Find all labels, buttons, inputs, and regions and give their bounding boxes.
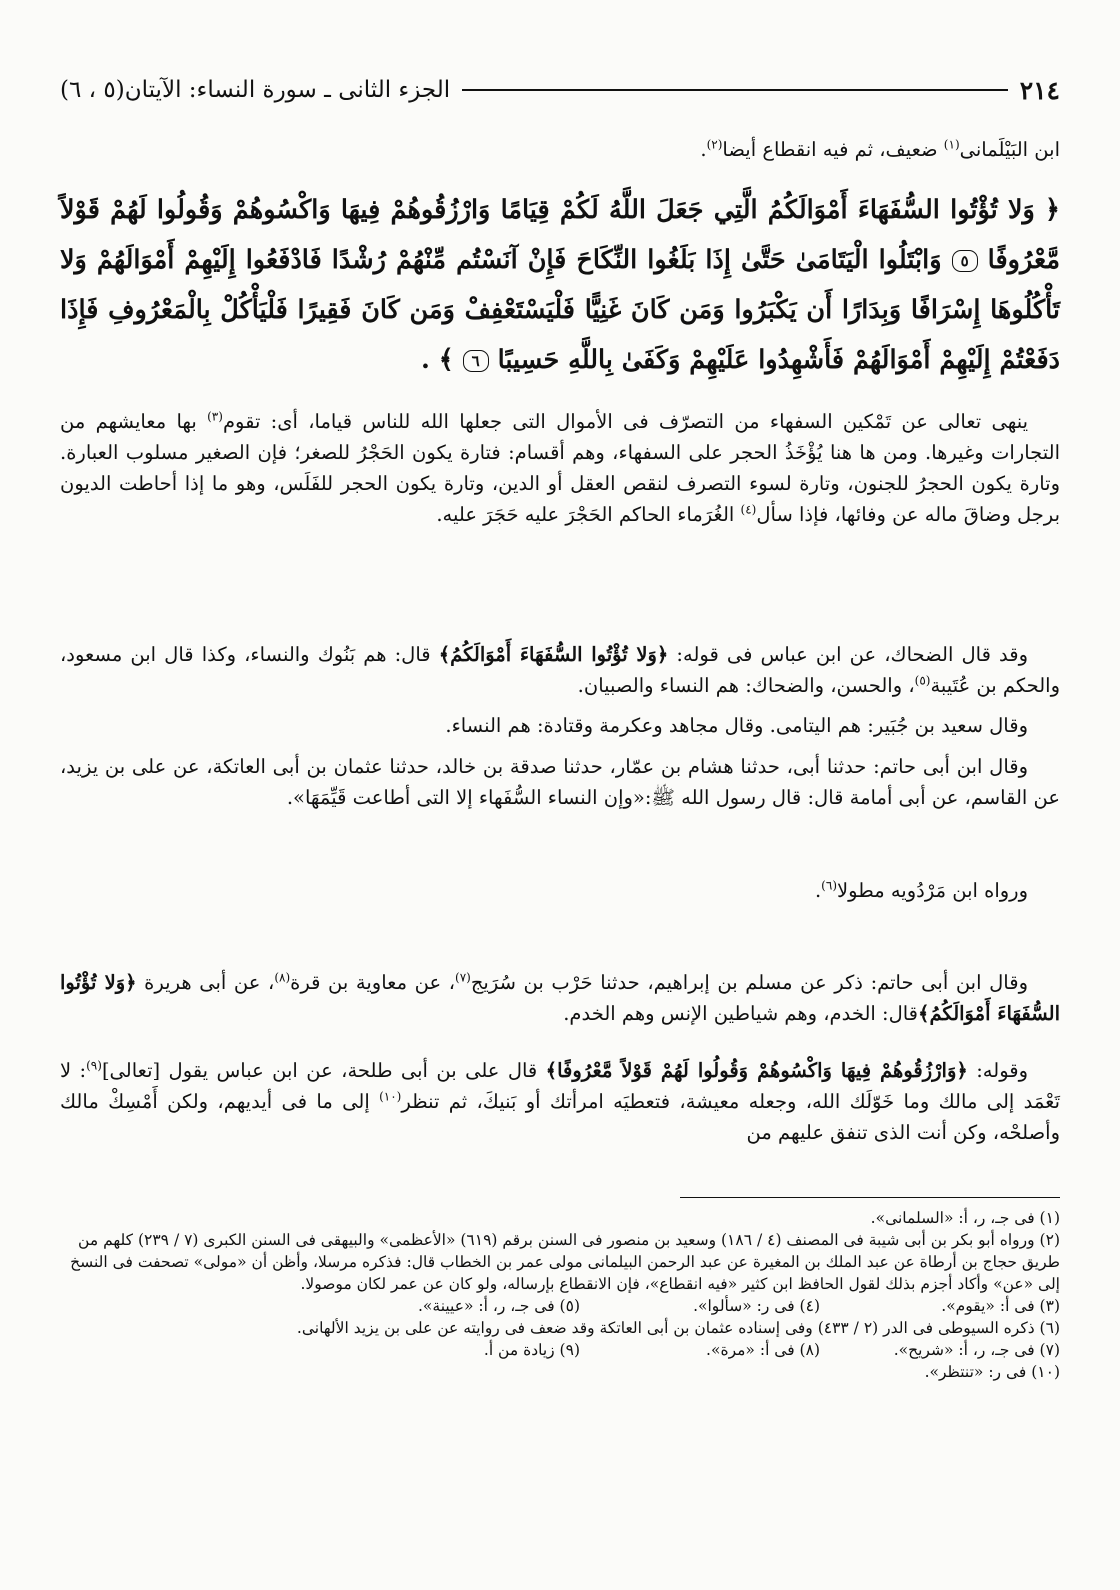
para-text: إلى ما فى أيديهم، ولكن أَمْسِكْ مالك وأصلحْه، وكن أنت الذى تنفق عليهم من <box>60 1090 1060 1144</box>
paragraph-2 <box>60 639 1060 701</box>
para-text: وقد قال الضحاك، عن ابن عباس فى قوله: <box>668 643 1029 666</box>
paragraph-6 <box>60 967 1060 1029</box>
footnote-6: (٦) ذكره السيوطى فى الدر (٢ / ٤٣٣) وفى إسناده عثمان بن أبى العاتكة وقد ضعف فى روايته عن على بن يزيد الألهانى. <box>296 1319 1060 1337</box>
footnote-ref[interactable]: (٧) <box>455 970 471 985</box>
running-title: الجزء الثانى ـ سورة النساء: الآيتان(٥ ، ٦) <box>60 77 451 103</box>
footnote-ref[interactable]: (٢) <box>706 137 723 152</box>
footnote-8: (٨) فى أ: «مرة». <box>706 1341 820 1359</box>
paragraph-7 <box>60 1055 1060 1148</box>
intro-text: ضعيف، ثم فيه انقطاع أيضا <box>722 138 944 161</box>
quran-quote: ﴿وَلا تُؤْتُوا السُّفَهَاءَ أَمْوَالَكُمُ﴾ <box>438 643 669 666</box>
para-text: قال: هم بَنُوك والنساء، وكذا قال ابن مسعود، والحكم بن عُتَيبة <box>60 643 1060 697</box>
intro-text: ابن البَيْلَمانى <box>959 138 1060 161</box>
para-text: الغُرَماء الحاكم الحَجْرَ عليه حَجَرَ عليه. <box>436 503 741 526</box>
footnote-7: (٧) فى جـ، ر، أ: «شريح». <box>893 1341 1060 1359</box>
page-header <box>60 72 1060 108</box>
footnote-ref[interactable]: (٥) <box>914 673 931 688</box>
verse-text: ﴾ . <box>421 345 454 375</box>
para-text: وقوله: <box>967 1059 1029 1082</box>
para-text: : لا تَعْمَد إلى مالك وما خَوّلَك الله، وجعله معيشة، فتعطيَه امرأتك أو بَنيكَ، ثم تنظر <box>60 1059 1061 1113</box>
footnote-row <box>60 1295 1060 1317</box>
footnote-3: (٣) فى أ: «يقوم». <box>941 1297 1060 1315</box>
paragraph-3 <box>60 710 1060 741</box>
para-text: ينهى تعالى عن تَمْكين السفهاء من التصرّف فى الأموال التى جعلها الله للناس قياما، أى: تقوم <box>222 410 1029 433</box>
para-text: قال على بن أبى طلحة، عن ابن عباس يقول [تعالى] <box>101 1059 546 1082</box>
para-text: ، عن أبى هريرة <box>136 971 275 994</box>
paragraph-1 <box>60 406 1060 530</box>
paragraph-4 <box>60 751 1060 813</box>
para-text: وقال سعيد بن جُبَير: هم اليتامى. وقال مجاهد وعكرمة وقتادة: هم النساء. <box>445 714 1028 737</box>
footnote-2: (٢) ورواه أبو بكر بن أبى شيبة فى المصنف (٤ / ١٨٦) وسعيد بن منصور فى السنن برقم (٦١٩) «الأعظمى» والبيهقى فى السنن الكبرى (٧ / ٢٣٩) كلهم من طريق حجاج بن أرطاة عن عبد الملك بن المغيرة عن عبد الرحمن البيلمانى مولى عمر بن الخطاب قال: فذكره مرسلا، وأظن أن «مولى» تصحفت فى النسخ إلى «عن» وأكاد أجزم بذلك لقول الحافظ ابن كثير «فيه انقطاع»، فإن الانقطاع بإرساله، ولو كان عن عمر لكان موصولا. <box>70 1231 1060 1293</box>
footnote-row <box>60 1339 1060 1361</box>
footnote-ref[interactable]: (٦) <box>821 878 837 893</box>
footnote-ref[interactable]: (٣) <box>207 409 223 424</box>
footnote-1: (١) فى جـ، ر، أ: «السلمانى». <box>870 1209 1060 1227</box>
footnote-ref[interactable]: (٩) <box>86 1058 102 1073</box>
para-text: وقال ابن أبى حاتم: حدثنا أبى، حدثنا هشام بن عمّار، حدثنا صدقة بن خالد، حدثنا عثمان بن أبى العاتكة، عن على بن يزيد، عن القاسم، عن أبى أمامة قال: قال رسول الله ﷺ:«وإن النساء السُّفَهاء إلا التى أطاعت قَيِّمَهَا». <box>60 755 1060 809</box>
para-text: ورواه ابن مَرْدُويه مطولا <box>837 879 1028 902</box>
footnote-ref[interactable]: (٨) <box>274 970 291 985</box>
para-text: بها معايشهم من التجارات وغيرها. ومن ها هنا يُؤْخَذُ الحجر على السفهاء، وهم أقسام: فتارة يكون الحَجْرُ للصغر؛ فإن الصغير مسلوب العبارة. وتارة يكون الحجرُ للجنون، وتارة لسوء التصرف لنقص العقل أو الدين، وتارة يكون الحجر للفَلَس، وهو ما إذا أحاطت الديون برجل وضاقَ ماله عن وفائها، فإذا سأل <box>60 410 1060 526</box>
footnote-ref[interactable]: (١٠) <box>379 1089 402 1104</box>
footnote-ref[interactable]: (٤) <box>740 502 757 517</box>
footnote-4: (٤) فى ر: «سألوا». <box>693 1297 820 1315</box>
intro-text: . <box>700 138 707 161</box>
footnote-10: (١٠) فى ر: «تنتظر». <box>924 1363 1060 1381</box>
verse-number-marker: ٦ <box>463 350 489 372</box>
verse-text: ﴿ وَلا تُؤْتُوا السُّفَهَاءَ أَمْوَالَكُمُ الَّتِي جَعَلَ اللَّهُ لَكُمْ قِيَامًا وَارْزُقُوهُمْ فِيهَا وَاكْسُوهُمْ وَقُولُوا لَهُمْ قَوْلاً مَّعْرُوفًا <box>60 195 1060 275</box>
footnote-ref[interactable]: (١) <box>943 137 960 152</box>
footnote-9: (٩) زيادة من أ. <box>483 1341 580 1359</box>
para-text: ، والحسن، والضحاك: هم النساء والصبيان. <box>577 674 915 697</box>
verse-number-marker: ٥ <box>952 250 978 272</box>
footnote-separator <box>680 1197 1060 1198</box>
quran-quote: ﴿وَارْزُقُوهُمْ فِيهَا وَاكْسُوهُمْ وَقُولُوا لَهُمْ قَوْلاً مَّعْرُوفًا﴾ <box>545 1059 968 1082</box>
para-text: ، عن معاوية بن قرة <box>290 971 455 994</box>
verse-text: وَابْتَلُوا الْيَتَامَىٰ حَتَّىٰ إِذَا بَلَغُوا النِّكَاحَ فَإِنْ آنَسْتُم مِّنْهُمْ رُشْدًا فَادْفَعُوا إِلَيْهِمْ أَمْوَالَهُمْ وَلا تَأْكُلُوهَا إِسْرَافًا وَبِدَارًا أَن يَكْبَرُوا وَمَن كَانَ غَنِيًّا فَلْيَسْتَعْفِفْ وَمَن كَانَ فَقِيرًا فَلْيَأْكُلْ بِالْمَعْرُوفِ فَإِذَا دَفَعْتُمْ إِلَيْهِمْ أَمْوَالَهُمْ فَأَشْهِدُوا عَلَيْهِمْ وَكَفَىٰ بِاللَّهِ حَسِيبًا <box>60 245 1060 375</box>
footnotes <box>60 1207 1060 1383</box>
header-rule <box>462 89 1008 91</box>
quran-verses <box>60 185 1060 385</box>
intro-line <box>60 134 1060 165</box>
paragraph-5 <box>60 875 1060 906</box>
quran-quote: ﴿وَلا تُؤْتُوا السُّفَهَاءَ أَمْوَالَكُمُ﴾ <box>60 971 1060 1025</box>
para-text: . <box>814 879 822 902</box>
footnote-5: (٥) فى جـ، ر، أ: «عيينة». <box>417 1297 580 1315</box>
para-text: قال: الخدم، وهم شياطين الإنس وهم الخدم. <box>563 1002 919 1025</box>
page-number: ٢١٤ <box>1019 75 1060 105</box>
para-text: وقال ابن أبى حاتم: ذكر عن مسلم بن إبراهيم، حدثنا حَرْب بن سُرَيج <box>470 971 1028 994</box>
